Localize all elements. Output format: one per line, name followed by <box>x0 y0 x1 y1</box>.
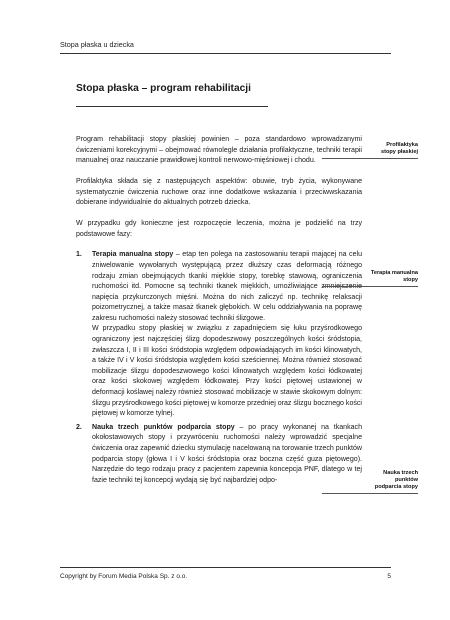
sidenote-line: stopy płaskiej <box>381 149 418 156</box>
list-item-body <box>92 250 362 324</box>
sidenote-line: punktów <box>395 477 418 484</box>
sidenote-line: podparcia stopy <box>374 484 418 491</box>
page-number: 5 <box>387 573 391 580</box>
page-title: Stopa płaska – program rehabilitacji <box>76 83 251 94</box>
title-rule <box>76 106 268 107</box>
sidenote-line: Terapia manualna <box>370 270 418 276</box>
header-rule <box>60 53 391 54</box>
list-item-continuation: W przypadku stopy płaskiej w związku z zapadnięciem się łuku przyśrodkowego ograniczony jest najczęściej ślizg dopodeszwowy poszczególnych kości śródstopia, zwłaszcza I, II i III kości śródstopia względem odpowiadających im kości klinowatych, a także IV i V kości śródstopia względem kości sześciennej. Można również stosować mobilizacje ślizgu dopodeszwowego kości klinowatych względem kości łódkowatej oraz kości skokowej względem łódkowatej. Przy kości piętowej ustawionej w deformacji koślawej należy również stosować mobilizacje w stawie skokowym dolnym: ślizgu przyśrodkowego kości piętowej w komorze przedniej oraz ślizgu bocznego kości piętowej w komorze tylnej. <box>92 325 362 418</box>
footer-rule <box>60 567 391 568</box>
sidenote-prophylaxis <box>320 142 418 159</box>
list-number: 2. <box>76 423 82 431</box>
list-item-text: – etap ten polega na zastosowaniu terapii mającej na celu zniwelowanie wywołanych występującą przez dłuższy czas deformacją różnego rodzaju zmian obejmujących tkanki miękkie stopy, torebkę stawową, ograniczenia ruchomości itd. Pomocne są techniki tkanek miękkich, umożliwiające zmniejszenie napięcia przykurczonych mięśni. Można do nich zaliczyć np. technikę relaksacji poizometrycznej, a także masaż tkanek głębokich. W celu oddziaływania na poprawę zakresu ruchomości należy stosować techniki ślizgowe. <box>92 251 362 322</box>
list-number: 1. <box>76 251 82 259</box>
paragraph-intro: Program rehabilitacji stopy płaskiej powinien – poza standardowo wprowadzanymi ćwiczeniami korekcyjnymi – obejmować równolegle działania profilaktyczne, techniki terapii manualnej oraz nauczanie prawidłowej kontroli nerwowo-mięśniowej i chodu. <box>76 136 362 165</box>
paragraph-prophylaxis: Profilaktyka składa się z następujących aspektów: obuwie, tryb życia, wykonywane systematycznie ćwiczenia ruchowe oraz inne dodatkowe wskazania i przeciwwskazania dobierane indywidualnie do aktualnych potrzeb dziecka. <box>76 177 362 207</box>
list-item-lead: Terapia manualna stopy <box>92 251 174 259</box>
paragraph-phases: W przypadku gdy konieczne jest rozpoczęcie leczenia, można je podzielić na trzy podstawowe fazy: <box>76 219 362 238</box>
list-item-text: – po pracy wykonanej na tkankach okołostawowych stopy i przywróceniu ruchomości należy wprowadzić specjalne ćwiczenia oraz zapewnić dziecku stymulację nacelowaną na torowanie trzech punktów podparcia stopy (głowa I i V kości śródstopia oraz boczna część guza piętowego). Narzędzie do tego rodzaju pracy z pacjentem zapewnia koncepcja PNF, dlatego w tej fazie techniki tej koncepcji wydają się być najbardziej odpo- <box>92 423 362 484</box>
sidenote-manual-therapy <box>320 270 418 287</box>
list-item-lead: Nauka trzech punktów podparcia stopy <box>92 423 235 431</box>
running-header: Stopa płaska u dziecka <box>60 40 134 49</box>
sidenote-support-points <box>320 470 418 494</box>
main-text <box>76 135 362 486</box>
sidenote-line: Profilaktyka <box>386 142 418 148</box>
footer-copyright: Copyright by Forum Media Polska Sp. z o.o. <box>60 573 188 580</box>
sidenote-line: stopy <box>403 277 418 284</box>
sidenote-line: Nauka trzech <box>383 470 418 476</box>
